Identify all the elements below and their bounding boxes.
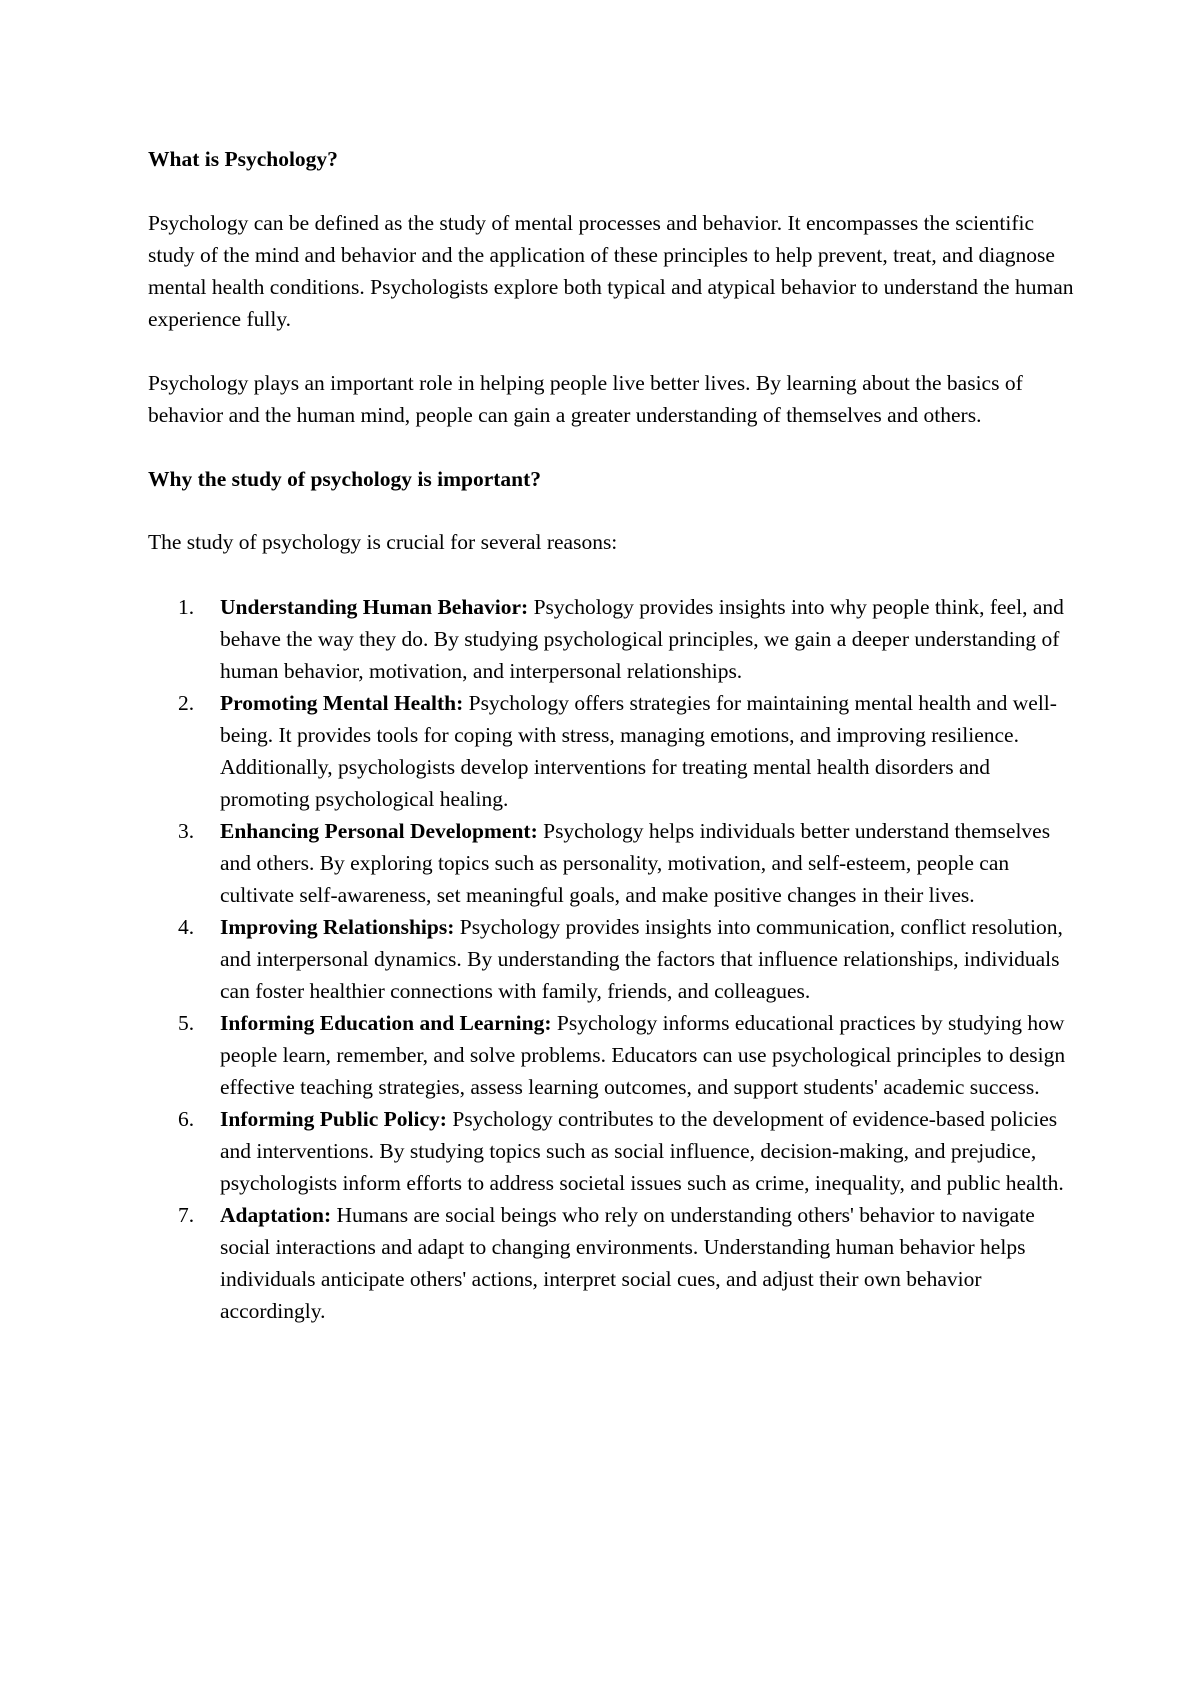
list-item-text: Psychology helps individuals better understand themselves and others. By exploring topics such as personality, motivation, and self-esteem, people can cultivate self-awareness, set meaningful goals, and make positive changes in their lives. xyxy=(220,819,1051,907)
section-heading-why-important: Why the study of psychology is important? xyxy=(148,467,542,491)
list-item-text: Psychology contributes to the development of evidence-based policies and interventions. By studying topics such as social influence, decision-making, and prejudice, psychologists inform efforts to address societal issues such as crime, inequality, and public health. xyxy=(220,1107,1064,1195)
list-item-number: 4. xyxy=(178,915,195,939)
list-item-title: Promoting Mental Health: xyxy=(220,691,464,715)
list-item xyxy=(148,1103,1078,1199)
list-item-title: Informing Public Policy: xyxy=(220,1107,447,1131)
list-item-number: 3. xyxy=(178,819,195,843)
list-item-number: 6. xyxy=(178,1107,195,1131)
list-item-text: Psychology provides insights into why people think, feel, and behave the way they do. By studying psychological principles, we gain a deeper understanding of human behavior, motivation, and interpersonal relationships. xyxy=(220,595,1064,683)
list-item xyxy=(148,687,1078,815)
list-item xyxy=(148,911,1078,1007)
list-item-text: Psychology informs educational practices by studying how people learn, remember, and solve problems. Educators can use psychological principles to design effective teaching strategies, assess learning outcomes, and support students' academic success. xyxy=(220,1011,1066,1099)
list-item-text: Psychology provides insights into communication, conflict resolution, and interpersonal dynamics. By understanding the factors that influence relationships, individuals can foster healthier connections with family, friends, and colleagues. xyxy=(220,915,1063,1003)
list-item-title: Improving Relationships: xyxy=(220,915,455,939)
list-item-title: Enhancing Personal Development: xyxy=(220,819,538,843)
reasons-intro: The study of psychology is crucial for several reasons: xyxy=(148,530,618,554)
list-item-number: 7. xyxy=(178,1203,195,1227)
list-item-text: Humans are social beings who rely on understanding others' behavior to navigate social interactions and adapt to changing environments. Understanding human behavior helps individuals anticipate others' actions, interpret social cues, and adjust their own behavior accordingly. xyxy=(220,1203,1035,1323)
importance-paragraph: Psychology plays an important role in helping people live better lives. By learning about the basics of behavior and the human mind, people can gain a greater understanding of themselves and others. xyxy=(148,371,1023,427)
definition-paragraph: Psychology can be defined as the study of mental processes and behavior. It encompasses the scientific study of the mind and behavior and the application of these principles to help prevent, treat, and diagnose mental health conditions. Psychologists explore both typical and atypical behavior to understand the human experience fully. xyxy=(148,211,1074,331)
document-page xyxy=(148,143,1078,1327)
list-item xyxy=(148,815,1078,911)
list-item-number: 1. xyxy=(178,595,195,619)
list-item xyxy=(148,1007,1078,1103)
list-item-number: 2. xyxy=(178,691,195,715)
list-item-title: Adaptation: xyxy=(220,1203,332,1227)
list-item xyxy=(148,591,1078,687)
reasons-list xyxy=(148,591,1078,1327)
section-heading-what-is-psychology: What is Psychology? xyxy=(148,147,338,171)
list-item-text: Psychology offers strategies for maintaining mental health and well-being. It provides tools for coping with stress, managing emotions, and improving resilience. Additionally, psychologists develop interventions for treating mental health disorders and promoting psychological healing. xyxy=(220,691,1057,811)
list-item-title: Understanding Human Behavior: xyxy=(220,595,529,619)
list-item xyxy=(148,1199,1078,1327)
list-item-title: Informing Education and Learning: xyxy=(220,1011,552,1035)
list-item-number: 5. xyxy=(178,1011,195,1035)
